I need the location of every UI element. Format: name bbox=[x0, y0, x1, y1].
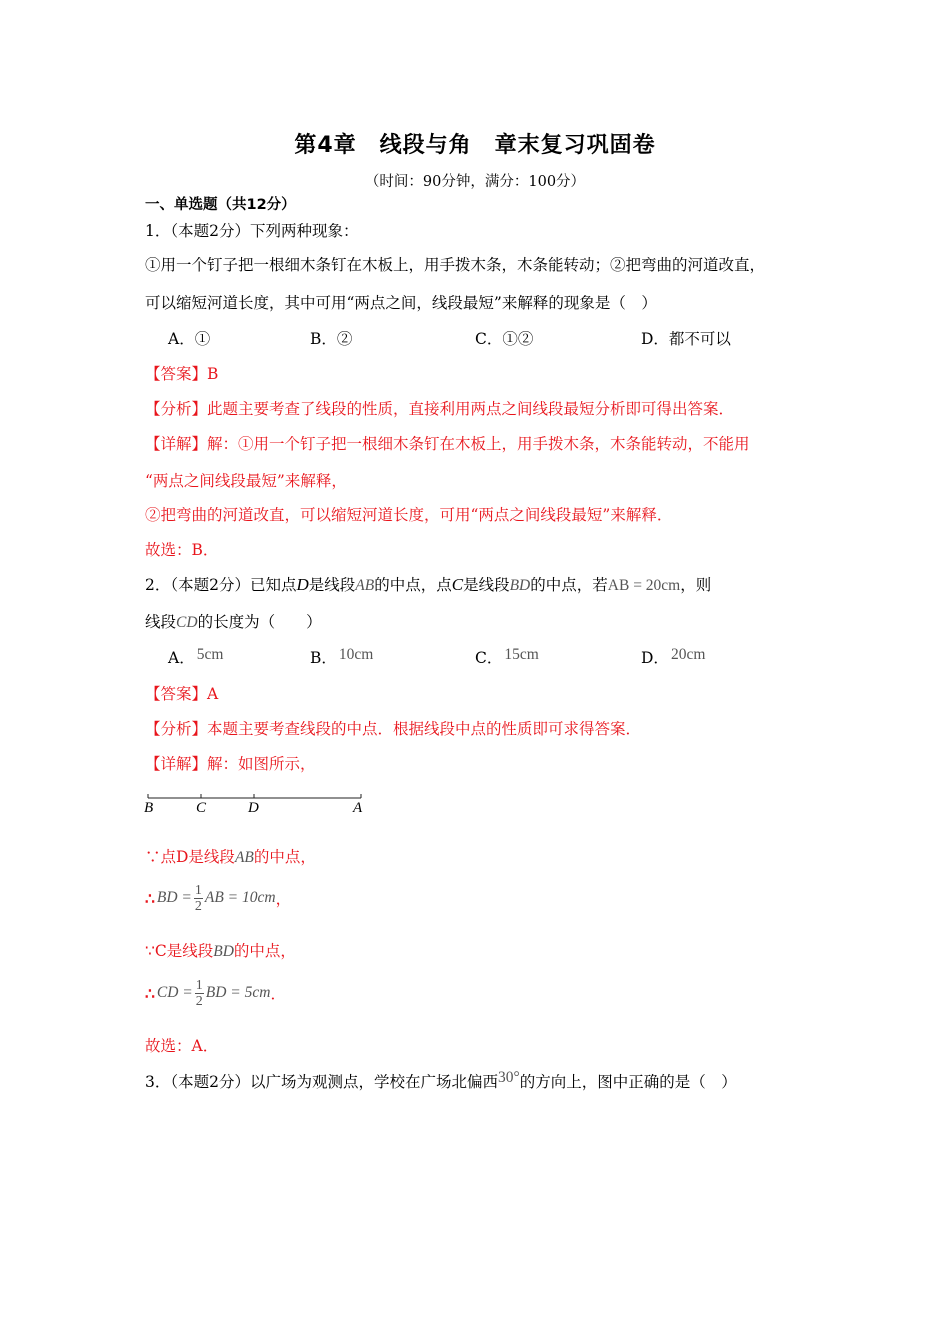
q2-therefore-1: ∴ BD = $\frac{1}{2}$ AB = 10cm ， bbox=[145, 882, 292, 914]
q2-option-d: D． 20cm bbox=[641, 646, 706, 667]
q2-analysis: 【分析】本题主要考查线段的中点．根据线段中点的性质即可求得答案． bbox=[145, 720, 642, 738]
q2-answer: 【答案】A bbox=[145, 685, 219, 703]
q2-detail: 【详解】解：如图所示， bbox=[145, 755, 316, 773]
label-b: B bbox=[144, 800, 154, 816]
q3-stem: 3．（本题2分）以广场为观测点，学校在广场北偏西30°的方向上，图中正确的是（ ） bbox=[145, 1069, 737, 1091]
q2-choose: 故选：A． bbox=[145, 1037, 219, 1055]
q2-option-a: A． 5cm bbox=[168, 646, 224, 667]
fraction-half: $\frac{1}{2}$ bbox=[194, 882, 202, 914]
q2-therefore-2: ∴ CD = $\frac{1}{2}$ BD = 5cm ． bbox=[145, 977, 286, 1009]
q2-because-1: ∵点D是线段AB的中点， bbox=[145, 848, 316, 866]
section-heading: 一、单选题（共12分） bbox=[145, 197, 296, 213]
q1-choose: 故选：B． bbox=[145, 541, 219, 559]
label-d: D bbox=[248, 800, 259, 816]
segment-figure bbox=[140, 788, 370, 822]
q1-answer: 【答案】B bbox=[145, 365, 219, 383]
q2-option-b: B． 10cm bbox=[310, 646, 374, 667]
page-title: 第4章 线段与角 章末复习巩固卷 bbox=[294, 133, 656, 158]
q1-option-c: C．①② bbox=[475, 330, 534, 348]
q1-option-b: B．② bbox=[310, 330, 353, 348]
q2-stem-line2: 线段CD的长度为（ ） bbox=[145, 613, 322, 631]
q1-option-d: D．都不可以 bbox=[641, 330, 731, 348]
q1-line2: 可以缩短河道长度，其中可用“两点之间，线段最短”来解释的现象是（ ） bbox=[145, 294, 657, 312]
q2-condition: AB = 20cm bbox=[607, 577, 681, 594]
fraction-half: $\frac{1}{2}$ bbox=[195, 977, 203, 1009]
q1-analysis: 【分析】此题主要考查了线段的性质，直接利用两点之间线段最短分析即可得出答案． bbox=[145, 400, 735, 418]
q1-detail-line2: “两点之间线段最短”来解释， bbox=[145, 472, 347, 490]
label-a: A bbox=[353, 800, 363, 816]
q1-detail-line3: ②把弯曲的河道改直，可以缩短河道长度，可用“两点之间线段最短”来解释． bbox=[145, 506, 673, 524]
q2-because-2: ∵C是线段BD的中点， bbox=[145, 942, 296, 960]
q1-stem: 1．（本题2分）下列两种现象： bbox=[145, 222, 359, 240]
q1-detail-line1: 【详解】解：①用一个钉子把一根细木条钉在木板上，用手拨木条，木条能转动，不能用 bbox=[145, 435, 750, 453]
q1-option-a: A．① bbox=[168, 330, 211, 348]
label-c: C bbox=[196, 800, 207, 816]
q2-option-c: C． 15cm bbox=[475, 646, 539, 667]
q2-stem-line1: 2．（本题2分）已知点D是线段AB的中点，点C是线段BD的中点，若AB = 20cm，则 bbox=[145, 575, 712, 594]
exam-info: （时间：90分钟，满分：100分） bbox=[364, 174, 586, 190]
q1-line1: ①用一个钉子把一根细木条钉在木板上，用手拨木条，木条能转动；②把弯曲的河道改直， bbox=[145, 256, 766, 274]
